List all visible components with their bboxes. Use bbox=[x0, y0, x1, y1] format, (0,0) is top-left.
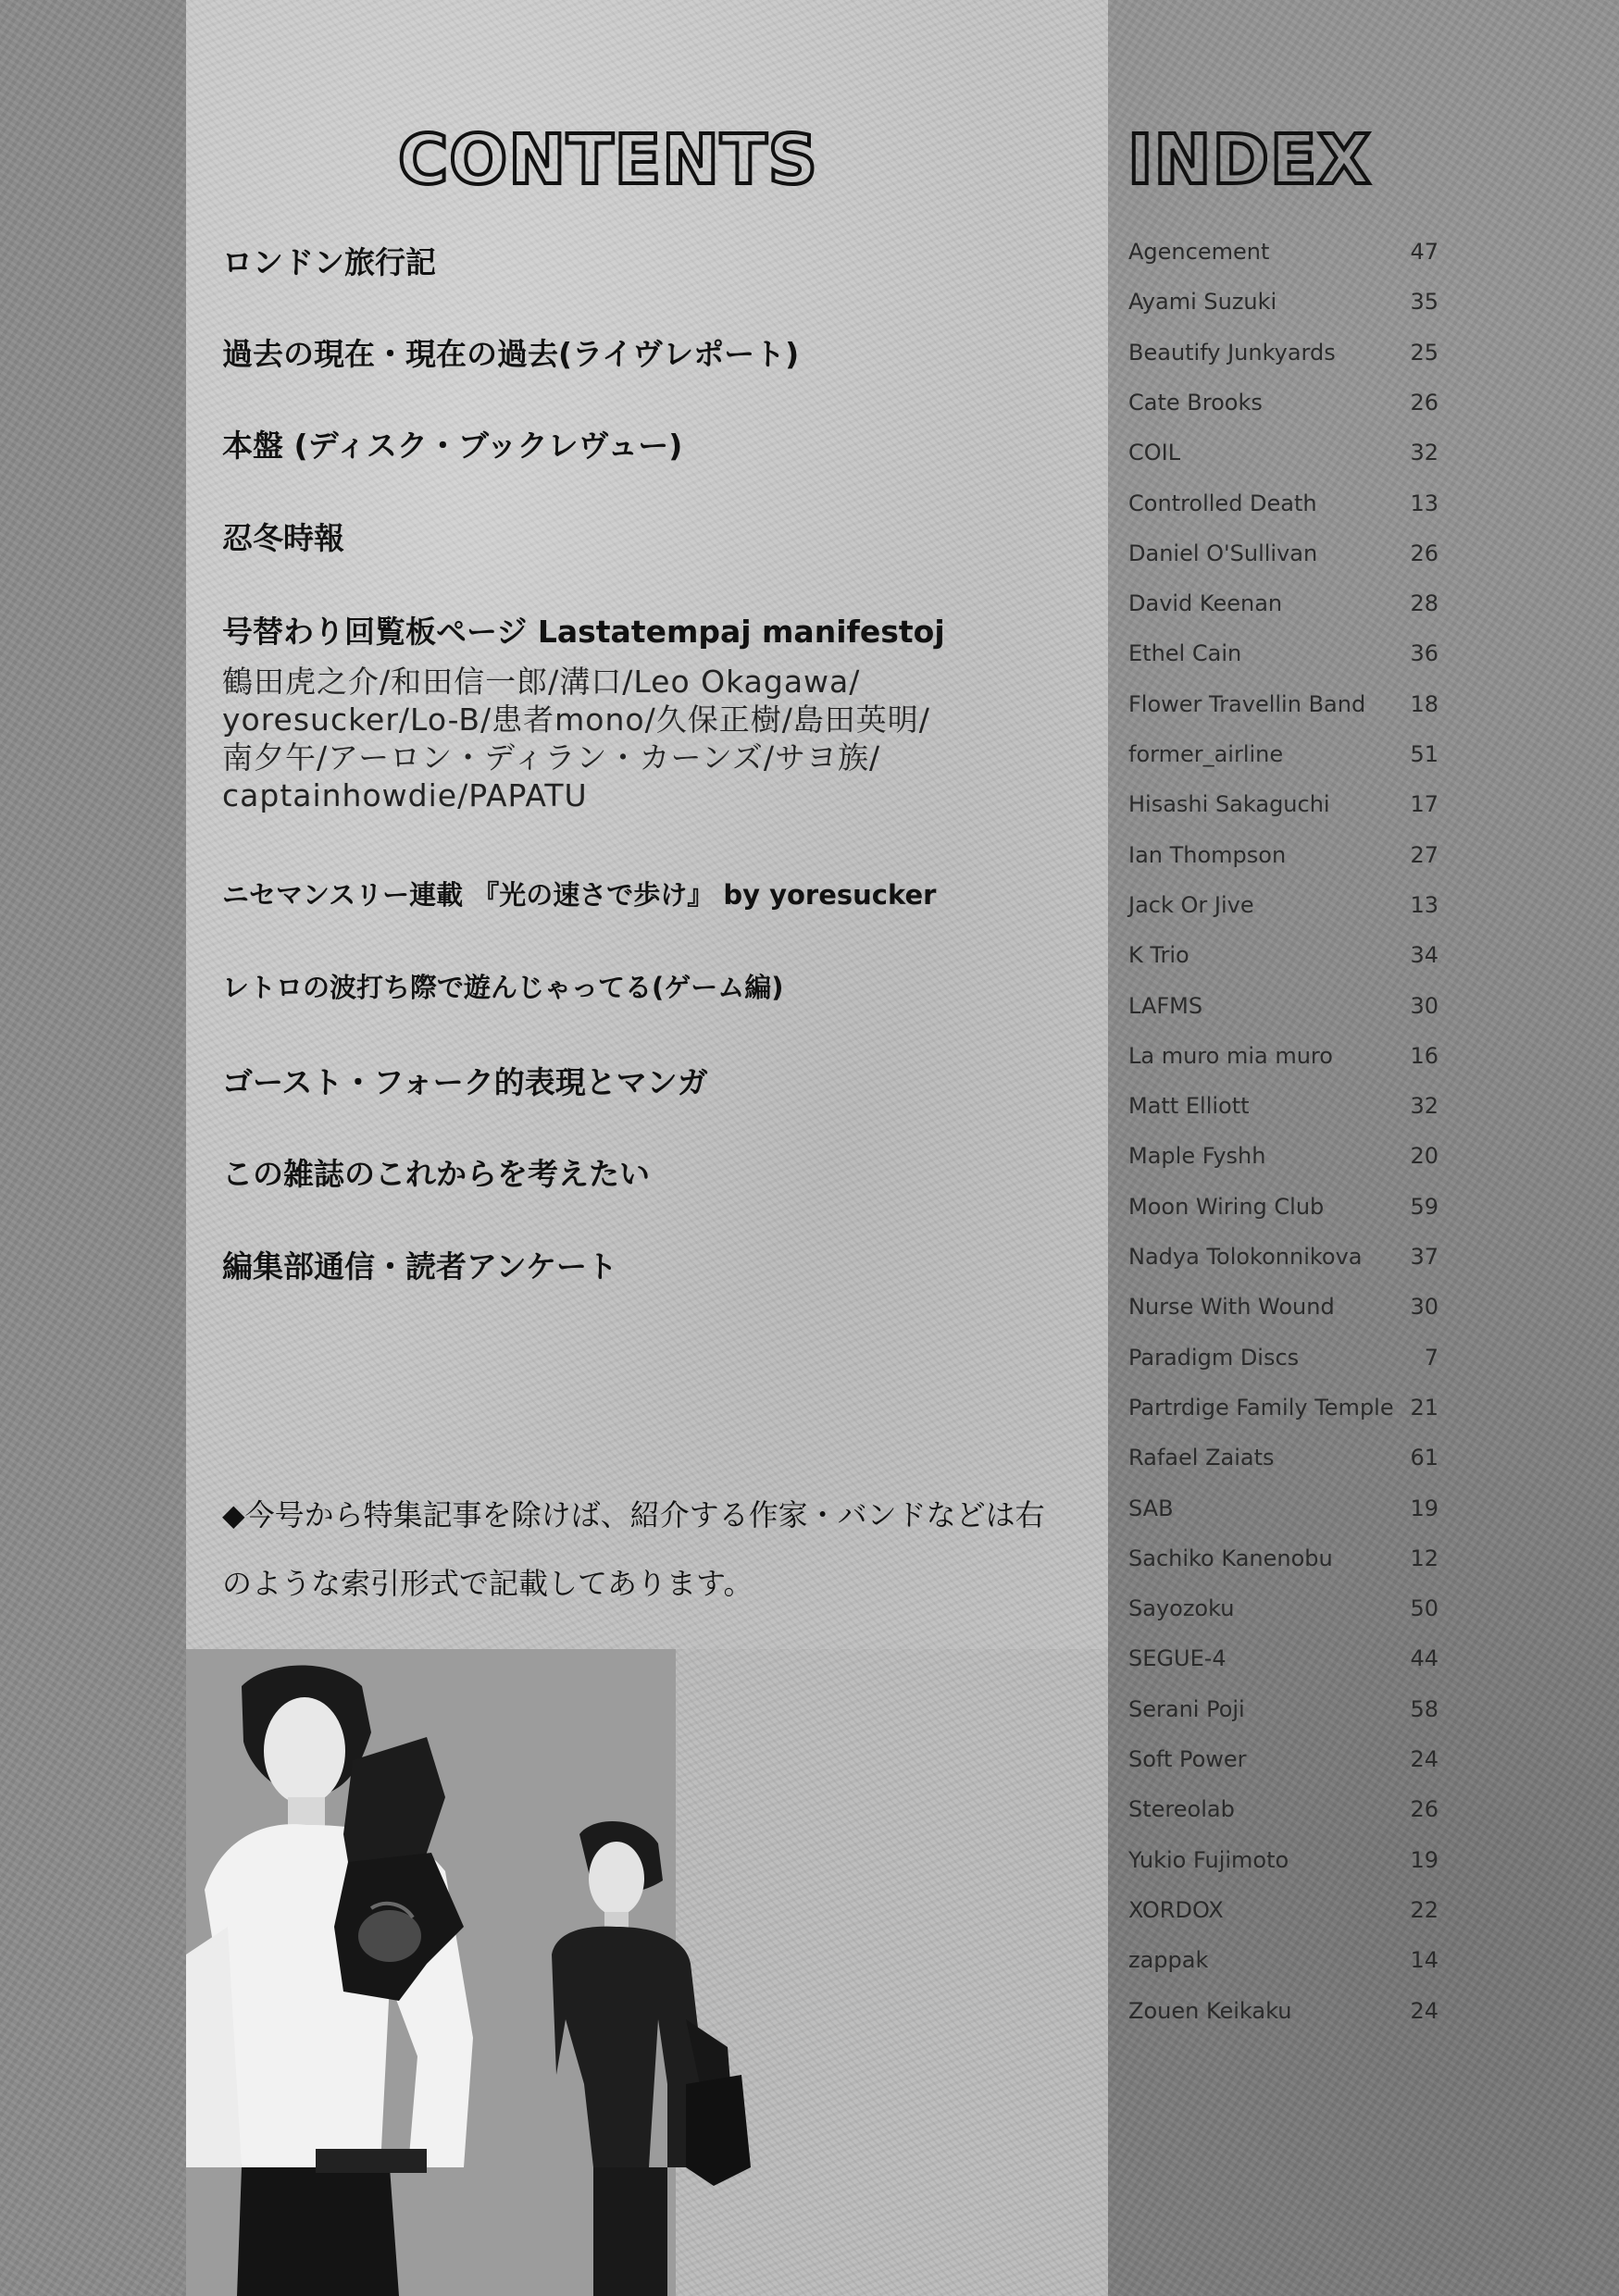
index-entry-page: 35 bbox=[1410, 289, 1438, 316]
index-entry-name: Stereolab bbox=[1128, 1796, 1235, 1823]
index-heading: INDEX bbox=[1127, 120, 1372, 200]
index-entry-name: K Trio bbox=[1128, 942, 1189, 969]
contributors-line: 鶴田虎之介/和田信一郎/溝口/Leo Okagawa/ bbox=[222, 664, 861, 700]
index-entry-page: 19 bbox=[1410, 1846, 1438, 1873]
index-entry-page: 32 bbox=[1410, 1093, 1438, 1120]
index-entry-name: Hisashi Sakaguchi bbox=[1128, 791, 1330, 818]
toc-title: 号替わり回覧板ページ Lastatempaj manifestoj bbox=[222, 614, 945, 650]
index-entry-name: Rafael Zaiats bbox=[1128, 1445, 1275, 1471]
index-entry-name: Sayozoku bbox=[1128, 1595, 1235, 1622]
index-entry-page: 30 bbox=[1410, 1294, 1438, 1321]
index-entry-name: Soft Power bbox=[1128, 1746, 1247, 1772]
index-entry-name: Ian Thompson bbox=[1128, 841, 1287, 868]
index-entry-page: 58 bbox=[1410, 1695, 1438, 1722]
index-entry-page: 24 bbox=[1410, 1997, 1438, 2024]
index-entry-name: Zouen Keikaku bbox=[1128, 1997, 1292, 2024]
figure-right bbox=[552, 1821, 751, 2296]
index-entry-name: Sachiko Kanenobu bbox=[1128, 1545, 1333, 1571]
index-entry-page: 16 bbox=[1410, 1042, 1438, 1069]
index-entry-name: Nadya Tolokonnikova bbox=[1128, 1244, 1363, 1270]
index-entry-page: 20 bbox=[1410, 1143, 1438, 1170]
index-entry-name: LAFMS bbox=[1128, 992, 1203, 1019]
index-entry-page: 19 bbox=[1410, 1495, 1438, 1521]
index-entry-page: 50 bbox=[1410, 1595, 1438, 1622]
index-entry-name: Maple Fyshh bbox=[1128, 1143, 1266, 1170]
index-entry-page: 28 bbox=[1410, 590, 1438, 617]
index-note bbox=[222, 1481, 1074, 1618]
index-entry-name: Partrdige Family Temple bbox=[1128, 1394, 1394, 1421]
index-entry-name: David Keenan bbox=[1128, 590, 1283, 617]
index-entry-name: Beautify Junkyards bbox=[1128, 339, 1336, 366]
index-entry-name: Jack Or Jive bbox=[1128, 891, 1254, 918]
index-entry-name: Matt Elliott bbox=[1128, 1093, 1250, 1120]
index-entry-name: Daniel O'Sullivan bbox=[1128, 540, 1318, 566]
index-entry-page: 34 bbox=[1410, 942, 1438, 969]
index-entry-page: 24 bbox=[1410, 1746, 1438, 1772]
index-entry-name: former_airline bbox=[1128, 741, 1284, 767]
index-entry-page: 26 bbox=[1410, 540, 1438, 566]
index-entry-name: SAB bbox=[1128, 1495, 1174, 1521]
band-photo bbox=[186, 1649, 834, 2296]
index-entry-page: 47 bbox=[1410, 239, 1438, 265]
index-entry-page: 51 bbox=[1410, 741, 1438, 767]
index-entry-name: XORDOX bbox=[1128, 1896, 1224, 1923]
index-entry-page: 26 bbox=[1410, 1796, 1438, 1823]
index-entry-page: 25 bbox=[1410, 339, 1438, 366]
toc-title: この雑誌のこれからを考えたい bbox=[222, 1156, 650, 1192]
index-entry-page: 21 bbox=[1410, 1394, 1438, 1421]
index-entry-name: Controlled Death bbox=[1128, 490, 1317, 516]
toc-title: レトロの波打ち際で遊んじゃってる(ゲーム編) bbox=[222, 972, 784, 1003]
contents-heading: CONTENTS bbox=[398, 120, 818, 200]
contributors-line: yoresucker/Lo-B/患者mono/久保正樹/島田英明/ bbox=[222, 701, 930, 738]
index-entry-name: Ayami Suzuki bbox=[1128, 289, 1277, 316]
index-entry-page: 26 bbox=[1410, 389, 1438, 416]
toc-title: 編集部通信・読者アンケート bbox=[222, 1248, 618, 1285]
index-entry-name: Flower Travellin Band bbox=[1128, 690, 1366, 717]
contributors-line: 南夕午/アーロン・ディラン・カーンズ/サヨ族/ bbox=[222, 739, 881, 776]
index-entry-name: Nurse With Wound bbox=[1128, 1294, 1335, 1321]
index-entry-page: 37 bbox=[1410, 1244, 1438, 1270]
index-entry-name: COIL bbox=[1128, 440, 1181, 466]
contributors-line: captainhowdie/PAPATU bbox=[222, 777, 588, 813]
toc-title: 本盤 (ディスク・ブックレヴュー) bbox=[222, 428, 683, 464]
index-entry-name: Paradigm Discs bbox=[1128, 1344, 1300, 1371]
toc-title: 忍冬時報 bbox=[222, 520, 344, 556]
toc-contributors bbox=[222, 663, 990, 814]
index-entry-name: Yukio Fujimoto bbox=[1128, 1846, 1289, 1873]
index-entry-page: 59 bbox=[1410, 1193, 1438, 1220]
index-entry-name: Agencement bbox=[1128, 239, 1270, 265]
index-entry-page: 13 bbox=[1410, 891, 1438, 918]
index-entry-page: 30 bbox=[1410, 992, 1438, 1019]
note-line: ◆今号から特集記事を除けば、紹介する作家・バンドなどは右 bbox=[222, 1497, 1045, 1533]
index-entry-page: 27 bbox=[1410, 841, 1438, 868]
index-entry-page: 36 bbox=[1410, 640, 1438, 667]
index-entry-name: Moon Wiring Club bbox=[1128, 1193, 1325, 1220]
index-entry-page: 18 bbox=[1410, 690, 1438, 717]
index-entry-page: 44 bbox=[1410, 1645, 1438, 1672]
index-entry-page: 61 bbox=[1410, 1445, 1438, 1471]
index-entry-name: zappak bbox=[1128, 1947, 1209, 1974]
index-entry-page: 12 bbox=[1410, 1545, 1438, 1571]
index-entry-page: 7 bbox=[1424, 1344, 1438, 1371]
toc-title: 過去の現在・現在の過去(ライヴレポート) bbox=[222, 336, 800, 372]
toc-title: ロンドン旅行記 bbox=[222, 244, 436, 280]
index-entry-page: 13 bbox=[1410, 490, 1438, 516]
index-entry-page: 22 bbox=[1410, 1896, 1438, 1923]
toc-title: ゴースト・フォーク的表現とマンガ bbox=[222, 1064, 708, 1100]
index-entry-name: Cate Brooks bbox=[1128, 389, 1263, 416]
note-line: のような索引形式で記載してあります。 bbox=[222, 1566, 753, 1601]
index-entry-name: SEGUE-4 bbox=[1128, 1645, 1227, 1672]
index-entry-page: 17 bbox=[1410, 791, 1438, 818]
toc-title: ニセマンスリー連載 『光の速さで歩け』 by yoresucker bbox=[222, 879, 937, 911]
index-entry-name: La muro mia muro bbox=[1128, 1042, 1333, 1069]
index-entry-page: 32 bbox=[1410, 440, 1438, 466]
index-entry-page: 14 bbox=[1410, 1947, 1438, 1974]
index-entry-name: Ethel Cain bbox=[1128, 640, 1242, 667]
index-entry-name: Serani Poji bbox=[1128, 1695, 1245, 1722]
